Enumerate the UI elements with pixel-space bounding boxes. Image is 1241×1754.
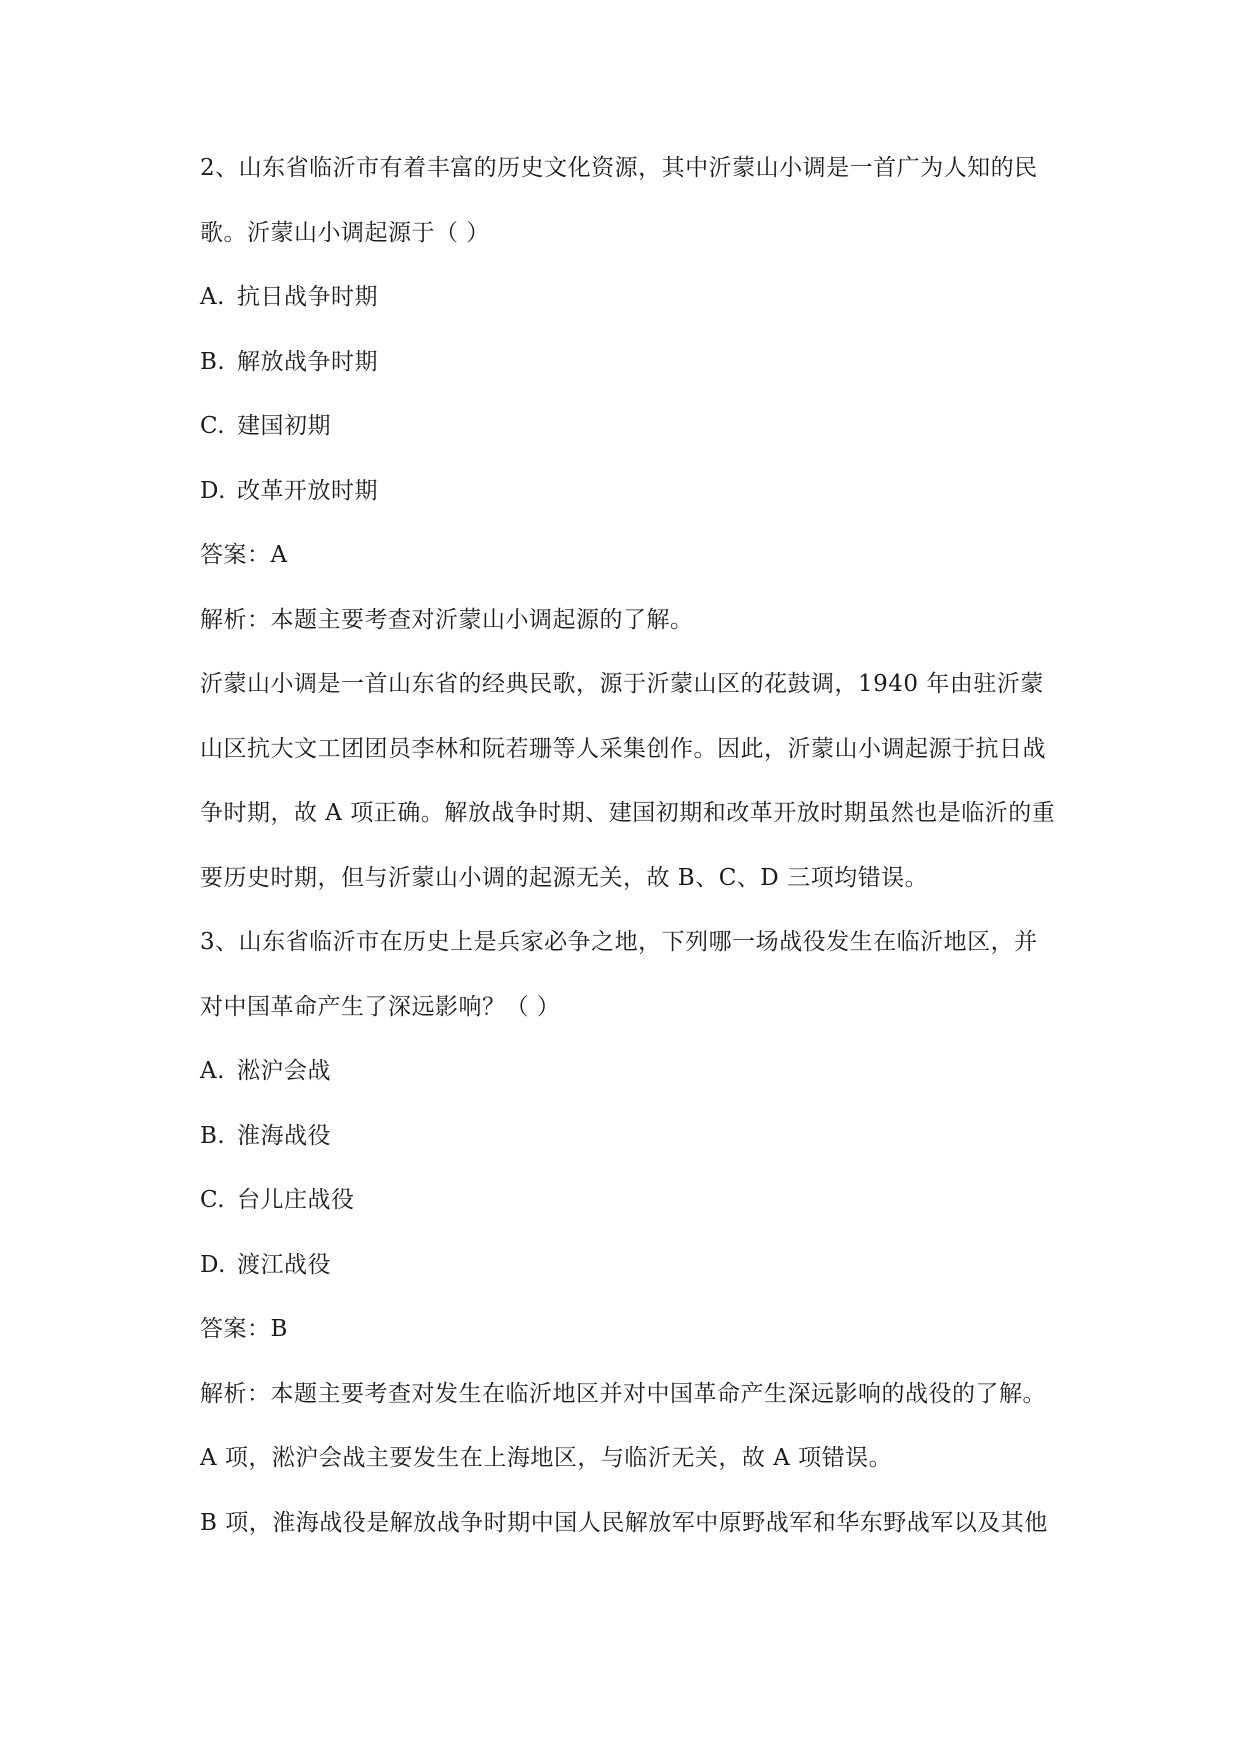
- q3-option-a: [200, 1039, 1090, 1104]
- q3-answer: 答案：B: [200, 1316, 288, 1342]
- q3-option-d: [200, 1233, 1090, 1298]
- q3-option-c-letter: C.: [200, 1187, 226, 1213]
- q2-stem-line-2: 歌。沂蒙山小调起源于（ ）: [200, 219, 490, 246]
- q2-option-d-letter: D.: [200, 477, 226, 504]
- q2-option-a-text: 抗日战争时期: [237, 284, 378, 310]
- q3-explanation-line-1: A 项，淞沪会战主要发生在上海地区，与临沂无关，故 A 项错误。: [200, 1445, 893, 1471]
- q2-stem-line-1: 2、山东省临沂市有着丰富的历史文化资源，其中沂蒙山小调是一首广为人知的民: [200, 155, 1038, 181]
- q2-option-c-text: 建国初期: [237, 413, 331, 439]
- q3-option-a-text: 淞沪会战: [237, 1058, 331, 1084]
- q3-option-d-text: 渡江战役: [237, 1251, 331, 1278]
- q3-option-d-letter: D.: [200, 1251, 226, 1278]
- q2-explanation-line-1: 沂蒙山小调是一首山东省的经典民歌，源于沂蒙山区的花鼓调，1940 年由驻沂蒙: [200, 671, 1044, 697]
- q2-option-c: [200, 394, 1090, 459]
- q2-analysis: 解析：本题主要考查对沂蒙山小调起源的了解。: [200, 606, 694, 633]
- q2-option-d: [200, 459, 1090, 524]
- q2-option-b: [200, 330, 1090, 395]
- q2-option-a: [200, 265, 1090, 330]
- q3-option-b-letter: B.: [200, 1122, 226, 1149]
- q2-explanation-line-3: 争时期，故 A 项正确。解放战争时期、建国初期和改革开放时期虽然也是临沂的重: [200, 800, 1056, 826]
- q2-option-c-letter: C.: [200, 413, 226, 439]
- q3-option-b-text: 淮海战役: [237, 1122, 331, 1149]
- q3-explanation-line-2: B 项，淮海战役是解放战争时期中国人民解放军中原野战军和华东野战军以及其他: [200, 1509, 1048, 1536]
- q3-option-b: [200, 1104, 1090, 1169]
- q3-analysis: 解析：本题主要考查对发生在临沂地区并对中国革命产生深远影响的战役的了解。: [200, 1380, 1046, 1407]
- q3-stem-line-2: 对中国革命产生了深远影响？（ ）: [200, 993, 561, 1020]
- q2-option-d-text: 改革开放时期: [237, 477, 378, 504]
- q3-option-c-text: 台儿庄战役: [237, 1187, 355, 1213]
- document-body: [200, 136, 1090, 1555]
- q3-option-c: [200, 1168, 1090, 1233]
- q2-option-b-letter: B.: [200, 348, 226, 375]
- q2-explanation-line-4: 要历史时期，但与沂蒙山小调的起源无关，故 B、C、D 三项均错误。: [200, 864, 929, 891]
- q2-explanation-line-2: 山区抗大文工团团员李林和阮若珊等人采集创作。因此，沂蒙山小调起源于抗日战: [200, 735, 1046, 762]
- q3-option-a-letter: A.: [200, 1058, 225, 1084]
- q2-option-a-letter: A.: [200, 284, 225, 310]
- q3-stem-line-1: 3、山东省临沂市在历史上是兵家必争之地，下列哪一场战役发生在临沂地区，并: [200, 929, 1038, 955]
- q2-option-b-text: 解放战争时期: [237, 348, 378, 375]
- q2-answer: 答案：A: [200, 542, 288, 568]
